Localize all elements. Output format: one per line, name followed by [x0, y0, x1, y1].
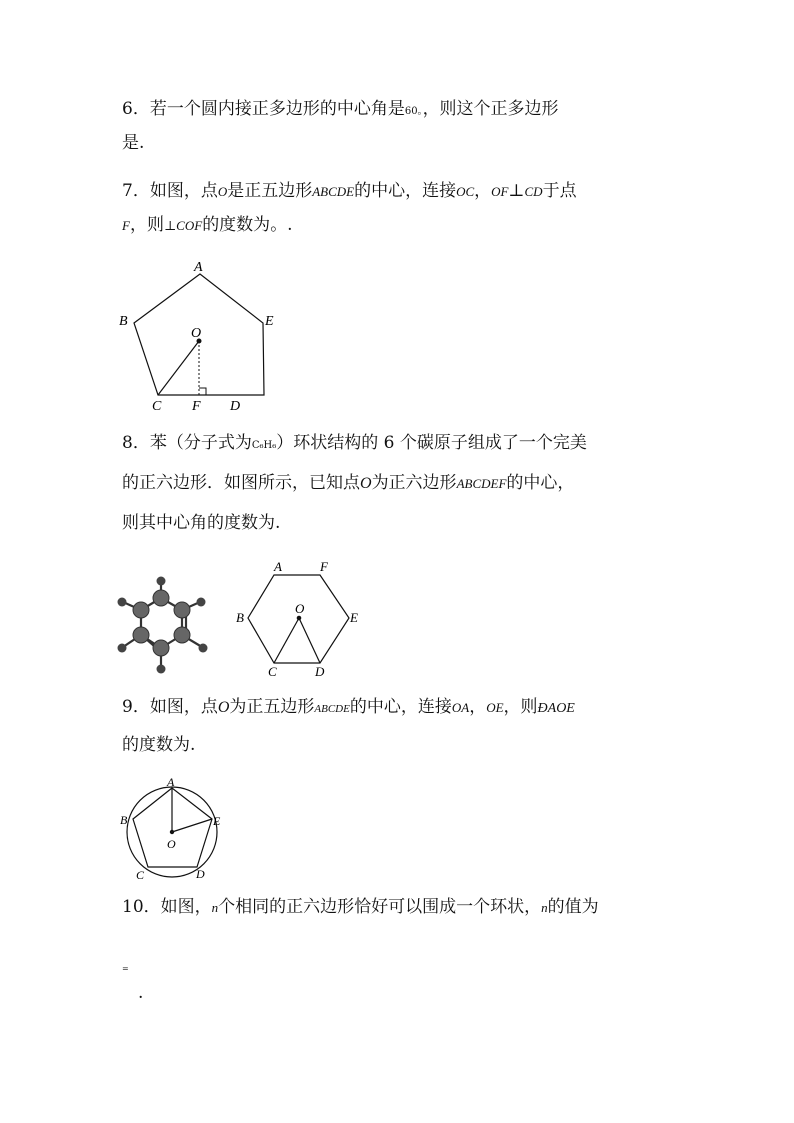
q9-text4: ，则	[503, 697, 538, 717]
q9-segment-oe: OE	[486, 700, 504, 715]
hydrogen-atom	[199, 644, 208, 653]
q7-polygon: ABCDE	[312, 184, 355, 199]
hydrogen-atom	[118, 644, 127, 653]
q7-segment-oc-line	[158, 341, 199, 395]
q7-label-e: E	[265, 314, 274, 329]
q8-line3	[122, 511, 280, 535]
q6-number: 6．	[122, 99, 150, 119]
q9-text1: 如图，点	[149, 697, 218, 717]
hydrogen-atom	[157, 577, 166, 586]
q8-polygon: ABCDEF	[456, 476, 507, 491]
q6-line1	[122, 97, 559, 124]
carbon-atom	[133, 627, 149, 643]
q9-label-b: B	[120, 813, 128, 827]
q7-perp: ⊥	[508, 181, 525, 201]
benzene-molecule-figure	[112, 572, 212, 676]
q7-pentagon-figure	[112, 252, 292, 412]
q8-label-f: F	[320, 559, 328, 574]
q9-point-o: O	[217, 699, 230, 716]
q7-angle: ⊥COF	[163, 218, 203, 233]
q6-text3: 是	[122, 133, 139, 153]
q8-text7: .	[275, 513, 281, 533]
q6-text2: ，则这个正多边形	[422, 99, 559, 119]
q9-label-e: E	[213, 814, 221, 828]
q8-number: 8．	[122, 433, 150, 453]
q10-line2	[138, 981, 143, 1005]
q8-label-a: A	[274, 559, 282, 574]
q7-text5: ，则	[129, 215, 164, 235]
q7-line2	[122, 213, 293, 238]
q8-label-e: E	[350, 610, 358, 625]
q9-polygon: ABCDE	[314, 703, 350, 715]
q8-line1	[122, 431, 587, 458]
q9-segment-oa: OA	[451, 700, 470, 715]
q8-text1: 苯（分子式为	[149, 433, 252, 453]
q7-right-angle-mark	[199, 388, 206, 395]
q7-text6: 的度数为	[202, 215, 271, 235]
q7-text2: 是正五边形	[227, 181, 313, 201]
q10-var-n2: n	[541, 900, 548, 915]
q7-point-o: O	[217, 184, 228, 199]
carbon-atom	[133, 602, 149, 618]
q7-segment-of: OF	[491, 184, 509, 199]
q8-segment-od-line	[299, 618, 320, 663]
q7-label-b: B	[119, 314, 128, 329]
q10-var-n1: n	[211, 900, 219, 915]
q7-label-o: O	[191, 326, 202, 341]
q7-segment-oc: OC	[456, 184, 475, 199]
q9-text5: 的度数为	[122, 735, 190, 755]
q8-text2: ）环状结构的 6 个碳原子组成了一个完美	[276, 433, 587, 453]
q10-line1	[122, 895, 599, 920]
q7-label-d: D	[230, 399, 241, 412]
q8-segment-oc-line	[274, 618, 299, 663]
q9-number: 9．	[122, 697, 150, 717]
q9-text6: .	[190, 735, 196, 755]
q7-text3: 的中心，连接	[354, 181, 457, 201]
q9-sep: ，	[469, 697, 487, 717]
q10-text3: 的值为	[547, 897, 599, 917]
q7-segment-cd: CD	[524, 184, 543, 199]
hydrogen-atom	[157, 665, 166, 674]
q9-label-o: O	[167, 837, 176, 851]
q7-text7: 。.	[270, 215, 293, 235]
q8-label-c: C	[268, 664, 277, 679]
q8-text4: 为正六边形	[371, 473, 457, 493]
carbon-atom	[153, 590, 169, 606]
q9-text2: 为正五边形	[229, 697, 315, 717]
q8-center-dot	[297, 616, 302, 621]
q9-center-dot	[170, 830, 174, 834]
q8-label-b: B	[236, 610, 244, 625]
q10-number: 10．	[122, 897, 161, 917]
q9-pentagon-figure	[112, 776, 232, 886]
q6-text4: .	[139, 133, 145, 153]
q7-point-f: F	[122, 218, 130, 233]
q7-number: 7．	[122, 181, 150, 201]
carbon-atom	[174, 627, 190, 643]
q9-line1	[122, 695, 575, 721]
q8-text5: 的中心，	[506, 473, 575, 493]
q8-line2	[122, 471, 574, 496]
q10-mark: =	[122, 964, 129, 973]
q8-hexagon-figure	[232, 556, 362, 680]
q8-text6: 则其中心角的度数为	[122, 513, 275, 533]
q9-segment-oe-line	[172, 819, 212, 832]
q8-label-d: D	[315, 664, 325, 679]
q9-text3: 的中心，连接	[349, 697, 452, 717]
q7-sep: ，	[474, 181, 492, 201]
q9-label-a: A	[167, 776, 175, 789]
q10-text1: 如图，	[160, 897, 212, 917]
q9-label-c: C	[136, 868, 145, 882]
q7-line1	[122, 179, 577, 204]
q6-text1: 若一个圆内接正多边形的中心角是	[149, 99, 405, 119]
q6-angle: 60。	[404, 106, 423, 117]
q8-point-o: O	[360, 475, 372, 492]
q8-formula: C₆H₆	[251, 440, 277, 451]
q7-label-c: C	[152, 399, 162, 412]
carbon-atom	[153, 640, 169, 656]
q8-label-o: O	[295, 601, 305, 616]
q7-text1: 如图，点	[149, 181, 218, 201]
q9-line2	[122, 733, 195, 757]
q10-text4: .	[138, 983, 144, 1003]
q9-label-d: D	[196, 867, 205, 881]
carbon-atom	[174, 602, 190, 618]
hydrogen-atom	[197, 598, 206, 607]
hydrogen-atom	[118, 598, 127, 607]
q8-text3: 的正六边形．如图所示，已知点	[122, 473, 360, 493]
q6-line2	[122, 131, 144, 155]
q7-text4: 于点	[542, 181, 577, 201]
q7-label-f: F	[192, 399, 201, 412]
q10-text2: 个相同的正六边形恰好可以围成一个环状，	[218, 897, 542, 917]
q9-angle: ÐAOE	[537, 701, 575, 716]
q7-label-a: A	[194, 260, 203, 275]
